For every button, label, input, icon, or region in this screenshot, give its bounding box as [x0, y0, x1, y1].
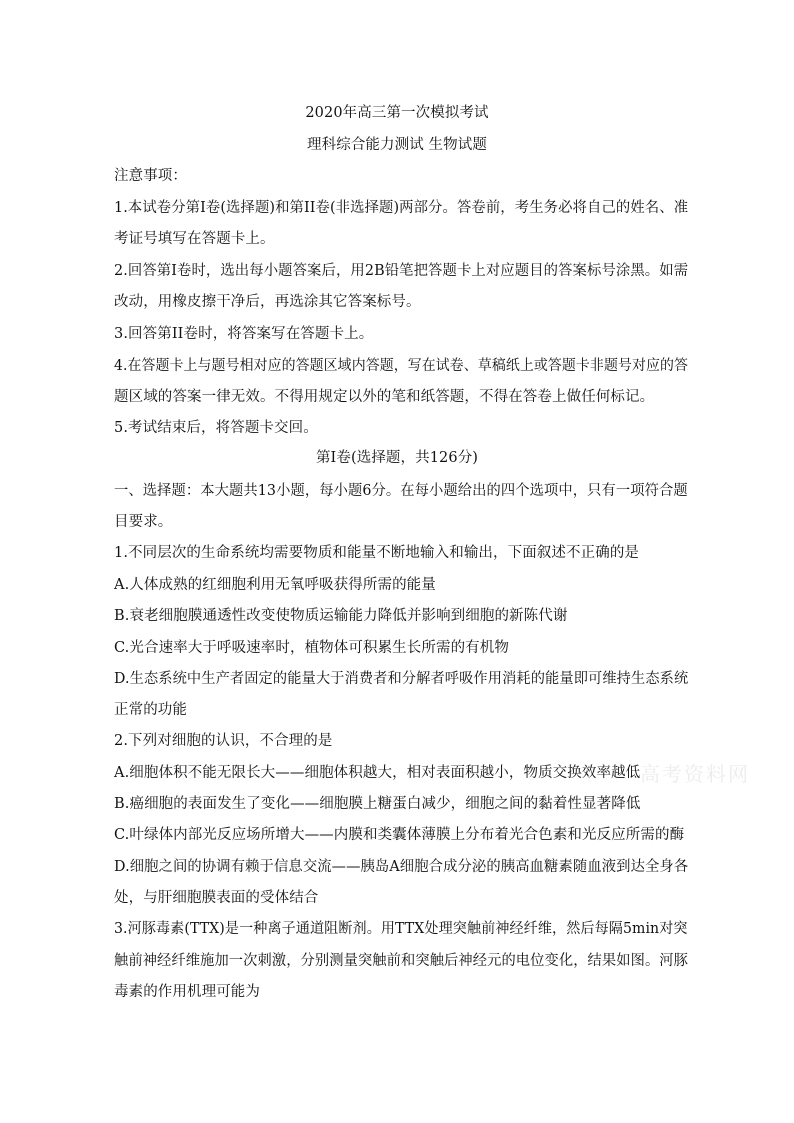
question-option: 正常的功能: [114, 702, 187, 718]
question-stem: 2.下列对细胞的认识，不合理的是: [114, 733, 333, 749]
notice-line: 5.考试结束后，将答题卡交回。: [114, 420, 318, 436]
question-option: C.光合速率大于呼吸速率时，植物体可积累生长所需的有机物: [114, 640, 509, 656]
notice-heading: 注意事项：: [114, 168, 187, 184]
question-option: B.衰老细胞膜通透性改变使物质运输能力降低并影响到细胞的新陈代谢: [114, 608, 568, 624]
question-option: D.生态系统中生产者固定的能量大于消费者和分解者呼吸作用消耗的能量即可维持生态系统: [114, 671, 689, 687]
question-stem: 触前神经纤维施加一次刺激，分别测量突触前和突触后神经元的电位变化，结果如图。河豚: [114, 953, 688, 969]
question-stem: 毒素的作用机理可能为: [114, 984, 260, 1000]
notice-line: 题区域的答案一律无效。不得用规定以外的笔和纸答题，不得在答卷上做任何标记。: [114, 389, 655, 405]
notice-line: 4.在答题卡上与题号相对应的答题区域内答题，写在试卷、草稿纸上或答题卡非题号对应的答: [114, 358, 689, 374]
section-title: 第I卷(选择题，共126分): [315, 450, 479, 466]
question-stem: 3.河豚毒素(TTX)是一种离子通道阻断剂。用TTX处理突触前神经纤维，然后每隔5min对突: [114, 921, 688, 937]
notice-line: 3.回答第II卷时，将答案写在答题卡上。: [114, 326, 374, 342]
notice-line: 改动，用橡皮擦干净后，再选涂其它答案标号。: [114, 294, 421, 310]
section-intro: 目要求。: [114, 514, 173, 530]
watermark: 高考资料网: [640, 762, 750, 786]
question-option: 处，与肝细胞膜表面的受体结合: [114, 890, 319, 906]
section-intro: 一、选择题：本大题共13小题，每小题6分。在每小题给出的四个选项中，只有一项符合题: [114, 483, 688, 499]
question-option: C.叶绿体内部光反应场所增大——内膜和类囊体薄膜上分布着光合色素和光反应所需的酶: [114, 827, 685, 843]
question-option: D.细胞之间的协调有赖于信息交流——胰岛A细胞合成分泌的胰高血糖素随血液到达全身各: [114, 859, 689, 875]
question-option: B.癌细胞的表面发生了变化——细胞膜上糖蛋白减少，细胞之间的黏着性显著降低: [114, 796, 641, 812]
question-option: A.人体成熟的红细胞利用无氧呼吸获得所需的能量: [114, 577, 436, 593]
question-option: A.细胞体积不能无限长大——细胞体积越大，相对表面积越小，物质交换效率越低: [114, 765, 641, 781]
page-subtitle: 理科综合能力测试 生物试题: [307, 137, 487, 153]
notice-line: 1.本试卷分第I卷(选择题)和第II卷(非选择题)两部分。答卷前，考生务必将自己的姓名、准: [114, 200, 689, 216]
notice-line: 2.回答第I卷时，选出每小题答案后，用2B铅笔把答题卡上对应题目的答案标号涂黑。如需: [114, 263, 689, 279]
question-stem: 1.不同层次的生命系统均需要物质和能量不断地输入和输出，下面叙述不正确的是: [114, 545, 640, 561]
page-title: 2020年高三第一次模拟考试: [305, 105, 489, 121]
notice-line: 考证号填写在答题卡上。: [114, 231, 275, 247]
